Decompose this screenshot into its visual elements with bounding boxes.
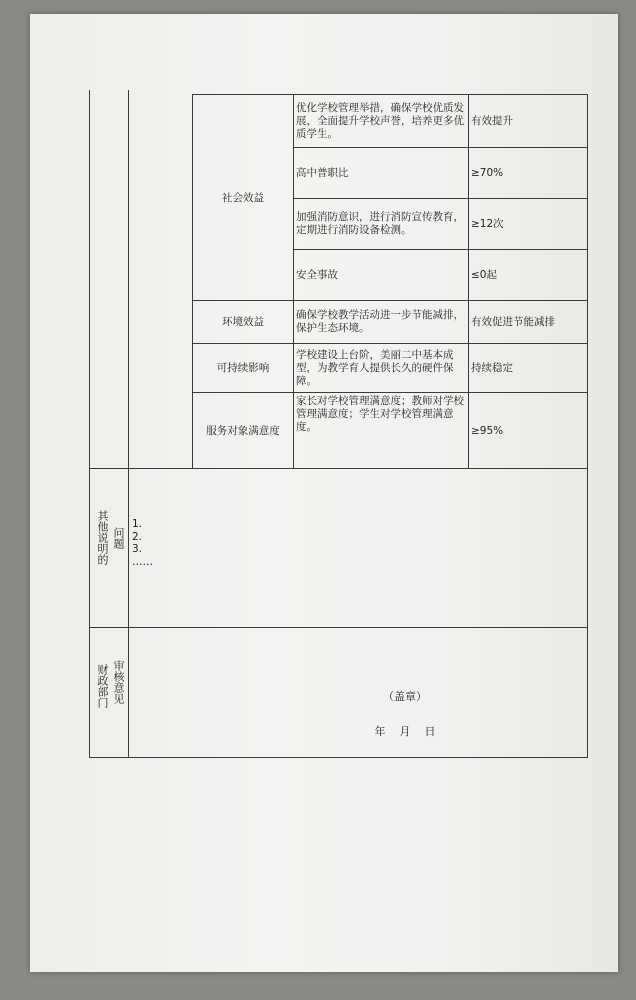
metric-cell: 加强消防意识，进行消防宣传教育，定期进行消防设备检测。 xyxy=(296,211,464,236)
finance-label: 财政部门 xyxy=(96,664,109,708)
rule xyxy=(587,94,588,758)
metric-cell: 学校建设上台阶，美丽二中基本成型，为教学育人提供长久的硬件保障。 xyxy=(296,348,454,387)
finance-sublabel: 审核意见 xyxy=(112,660,125,704)
rule xyxy=(128,90,129,758)
date-text: 年 月 日 xyxy=(374,725,436,738)
other-notes-label: 其他说明的 xyxy=(96,510,109,565)
category-satisfaction: 服务对象满意度 xyxy=(206,424,280,437)
target-cell: ≥95% xyxy=(471,424,504,437)
target-cell: 有效促进节能减排 xyxy=(471,316,555,328)
category-sustainability: 可持续影响 xyxy=(216,362,270,374)
list-item: 3. xyxy=(132,543,143,555)
target-cell: ≤0起 xyxy=(471,269,497,281)
target-cell: ≥70% xyxy=(471,167,504,179)
other-notes-list xyxy=(132,518,153,568)
metric-cell: 高中普职比 xyxy=(296,166,349,179)
target-cell: ≥12次 xyxy=(471,218,504,230)
rule xyxy=(89,468,587,469)
category-social-benefit: 社会效益 xyxy=(222,191,264,204)
target-cell: 持续稳定 xyxy=(471,362,513,374)
metric-cell: 家长对学校管理满意度；教师对学校管理满意度；学生对学校管理满意度。 xyxy=(296,395,464,433)
rule xyxy=(89,757,587,758)
metric-cell: 优化学校管理举措，确保学校优质发展，全面提升学校声誉，培养更多优质学生。 xyxy=(296,101,464,140)
rule xyxy=(89,90,90,758)
list-item: 2. xyxy=(132,530,143,543)
rule xyxy=(89,627,587,628)
seal-text: （盖章） xyxy=(383,690,427,703)
target-cell: 有效提升 xyxy=(471,115,513,127)
other-notes-sublabel: 问题 xyxy=(112,527,125,549)
metric-cell: 确保学校教学活动进一步节能减排，保护生态环境。 xyxy=(296,309,464,334)
list-item: …… xyxy=(132,555,153,568)
list-item: 1. xyxy=(132,518,143,530)
category-environment: 环境效益 xyxy=(222,316,264,328)
metric-cell: 安全事故 xyxy=(296,268,338,281)
